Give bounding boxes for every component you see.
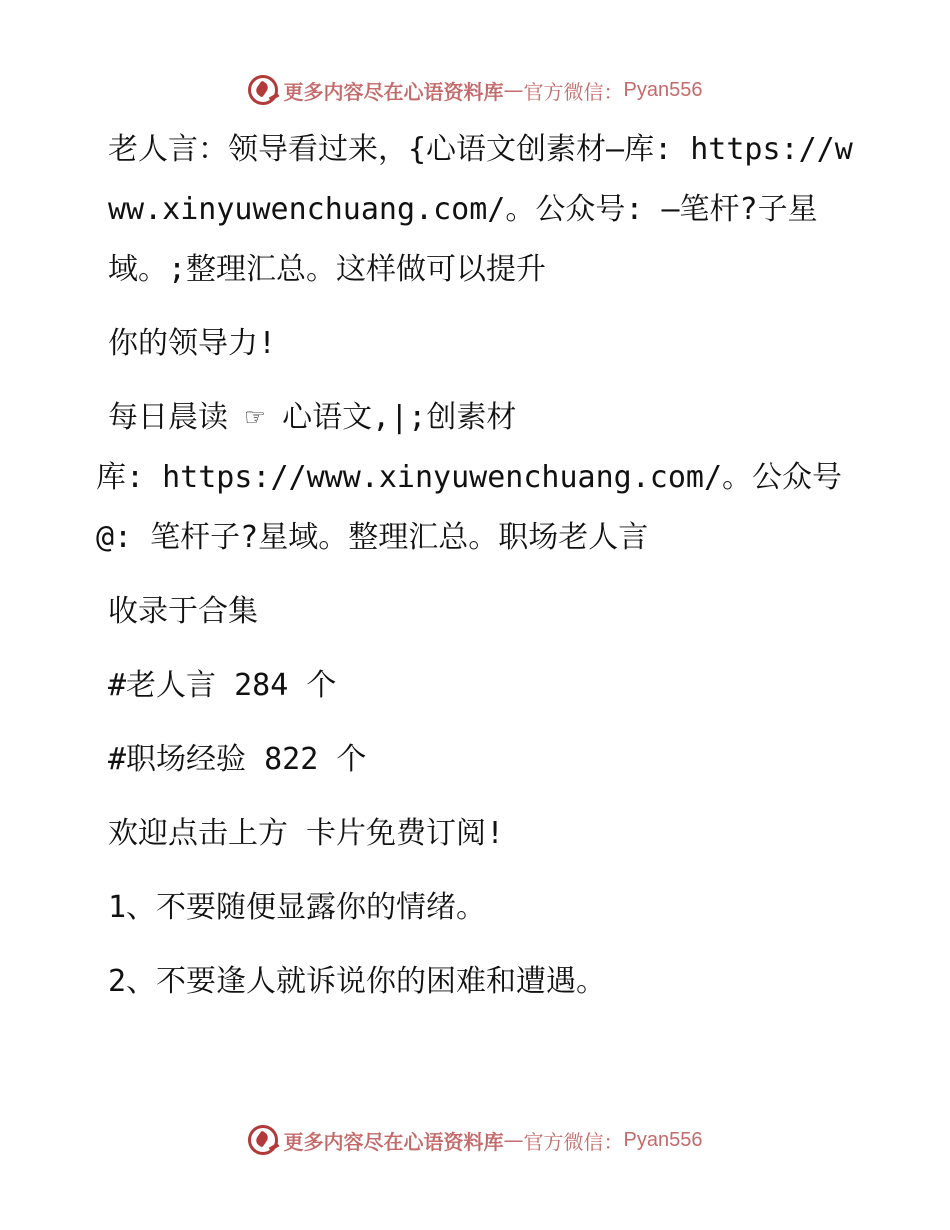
paragraph-subscribe: 欢迎点击上方 卡片免费订阅!: [108, 816, 505, 851]
tag-elder-sayings: #老人言 284 个: [108, 668, 337, 703]
document-body: [96, 120, 856, 1012]
watermark-main-text: 更多内容尽在心语资料库: [283, 1129, 504, 1154]
watermark-label: 官方微信：: [523, 79, 624, 104]
watermark-wechat-id: Pyan556: [623, 1128, 703, 1151]
header-watermark: [0, 70, 950, 110]
watermark-separator: —: [503, 1128, 524, 1152]
footer-watermark: [0, 1120, 950, 1160]
pen-logo-icon: [248, 75, 278, 105]
paragraph-intro: 老人言：领导看过来，{心语文创素材—库: https://www.xinyuwenchuang.com/。公众号: —笔杆?子星域。;整理汇总。这样做可以提升: [108, 132, 853, 287]
paragraph-collection: 收录于合集: [108, 594, 258, 629]
tag-workplace-experience: #职场经验 822 个: [108, 742, 367, 777]
watermark-label: 官方微信：: [523, 1129, 624, 1154]
pen-logo-icon: [248, 1125, 278, 1155]
list-item-2: 2、不要逢人就诉说你的困难和遭遇。: [108, 964, 607, 999]
watermark-separator: —: [503, 78, 524, 102]
paragraph-leadership: 你的领导力!: [108, 326, 277, 361]
list-item-1: 1、不要随便显露你的情绪。: [108, 890, 487, 925]
watermark-wechat-id: Pyan556: [623, 78, 703, 101]
watermark-main-text: 更多内容尽在心语资料库: [283, 79, 504, 104]
paragraph-morning-read: 每日晨读 ☞ 心语文,|;创素材: [108, 400, 517, 435]
paragraph-source: 库: https://www.xinyuwenchuang.com/。公众号@: 笔杆子?星域。整理汇总。职场老人言: [96, 460, 843, 555]
